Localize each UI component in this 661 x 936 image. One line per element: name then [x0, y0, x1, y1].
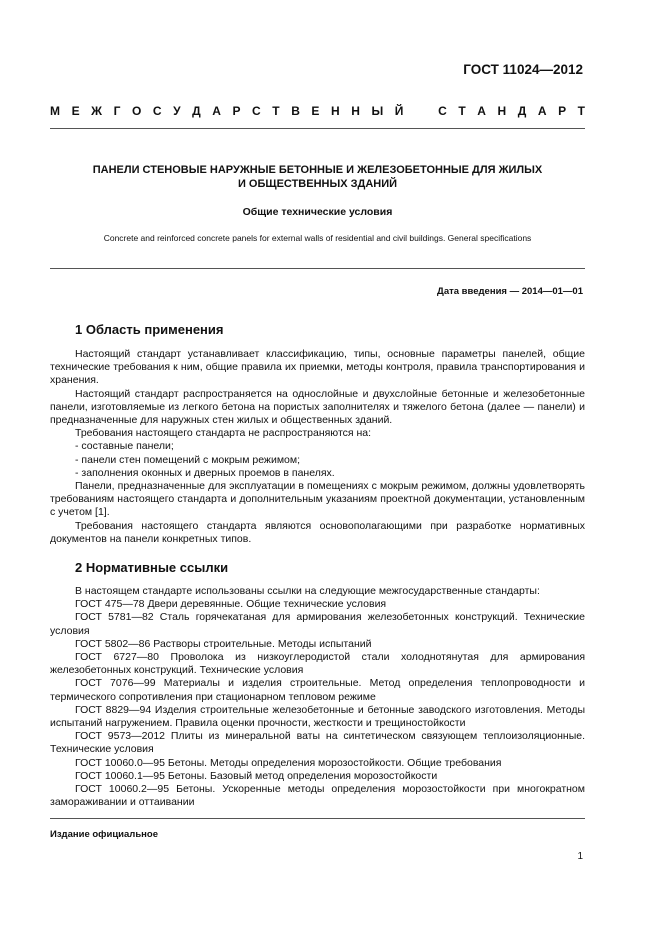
standard-code: ГОСТ 11024—2012 — [463, 62, 583, 77]
document-subtitle: Общие технические условия — [242, 206, 393, 218]
banner-letter: О — [131, 104, 142, 118]
banner-letter: Н — [497, 104, 507, 118]
reference-item: ГОСТ 8829—94 Изделия строительные железобетонные и бетонные заводского изготовления. Методы испытаний нагружением. Правила оценки прочности, жесткости и трещиностойкости — [50, 703, 585, 730]
banner-letter: Т — [458, 104, 466, 118]
section-2-heading: 2 Нормативные ссылки — [75, 560, 229, 575]
paragraph: Настоящий стандарт распространяется на однослойные и двухслойные бетонные и железобетонные панели, изготовляемые из легкого бетона на пористых заполнителях и тяжелого бетона (далее — панели) и предназначенные для наружных стен жилых и общественных зданий. — [50, 387, 585, 427]
banner-letter: В — [291, 104, 300, 118]
document-title — [50, 163, 585, 191]
paragraph: Панели, предназначенные для эксплуатации в помещениях с мокрым режимом, должны удовлетворять требованиям настоящего стандарта и дополнительным указаниям проектной документации, установленным с учетом [1]. — [50, 480, 585, 519]
paragraph: Настоящий стандарт устанавливает классификацию, типы, основные параметры панелей, общие технические требования к ним, общие правила их приемки, методы контроля, правила транспортирования и хранения. — [50, 348, 585, 387]
title-line-1: ПАНЕЛИ СТЕНОВЫЕ НАРУЖНЫЕ БЕТОННЫЕ И ЖЕЛЕЗОБЕТОННЫЕ ДЛЯ ЖИЛЫХ — [92, 164, 543, 176]
title-rule — [50, 268, 585, 269]
banner-letter: А — [477, 104, 486, 118]
reference-item: ГОСТ 9573—2012 Плиты из минеральной ваты на синтетическом связующем теплоизоляционные. Технические условия — [50, 730, 585, 756]
list-item: - составные панели; — [75, 440, 174, 453]
reference-item: ГОСТ 7076—99 Материалы и изделия строительные. Метод определения теплопроводности и термического сопротивления при стационарном тепловом режиме — [50, 677, 585, 703]
paragraph: Требования настоящего стандарта не распространяются на: — [75, 427, 372, 440]
interstate-standard-banner — [50, 104, 585, 118]
section-1-heading: 1 Область применения — [75, 322, 224, 337]
list-item: - заполнения оконных и дверных проемов в панелях. — [75, 466, 335, 479]
reference-item: ГОСТ 10060.1—95 Бетоны. Базовый метод определения морозостойкости — [75, 769, 438, 782]
reference-item: ГОСТ 10060.2—95 Бетоны. Ускоренные методы определения морозостойкости при многократном замораживании и оттаивании — [50, 783, 585, 809]
banner-letter: Ж — [91, 104, 102, 118]
paragraph: В настоящем стандарте использованы ссылки на следующие межгосударственные стандарты: — [75, 585, 540, 597]
reference-item: ГОСТ 6727—80 Проволока из низкоуглеродистой стали холоднотянутая для армирования железобетонных конструкций. Технические условия — [50, 651, 585, 677]
banner-letter: Т — [272, 104, 280, 118]
banner-letter: Й — [394, 104, 404, 118]
banner-letter: С — [152, 104, 162, 118]
official-edition-note: Издание официальное — [50, 829, 158, 840]
banner-letter: Н — [331, 104, 340, 118]
footer-rule — [50, 818, 585, 819]
reference-item: ГОСТ 5802—86 Растворы строительные. Методы испытаний — [75, 637, 372, 650]
banner-letter: А — [537, 104, 547, 118]
title-line-2: И ОБЩЕСТВЕННЫХ ЗДАНИЙ — [237, 178, 398, 190]
banner-letter: Е — [311, 104, 320, 118]
section-2-body — [50, 585, 585, 809]
section-1-body — [50, 348, 585, 546]
banner-letter: Н — [351, 104, 360, 118]
banner-letter: Ы — [371, 104, 384, 118]
banner-letter: Д — [517, 104, 527, 118]
header-rule — [50, 128, 585, 129]
banner-letter: Д — [192, 104, 201, 118]
paragraph: Требования настоящего стандарта являются основополагающими при разработке нормативных документов на панели конкретных типов. — [50, 519, 585, 545]
banner-letter: А — [212, 104, 221, 118]
reference-item: ГОСТ 475—78 Двери деревянные. Общие технические условия — [75, 598, 387, 611]
reference-item: ГОСТ 10060.0—95 Бетоны. Методы определения морозостойкости. Общие требования — [75, 756, 502, 769]
banner-letter: Р — [232, 104, 241, 118]
english-title: Concrete and reinforced concrete panels for external walls of residential and civil buildings. General specifications — [103, 233, 532, 243]
reference-item: ГОСТ 5781—82 Сталь горячекатаная для армирования железобетонных конструкций. Технические условия — [50, 611, 585, 637]
introduction-date: Дата введения — 2014—01—01 — [437, 286, 583, 297]
banner-letter: Е — [71, 104, 80, 118]
banner-letter: М — [50, 104, 60, 118]
page-number: 1 — [577, 851, 583, 862]
banner-letter: У — [173, 104, 181, 118]
banner-letter: Т — [577, 104, 585, 118]
list-item: - панели стен помещений с мокрым режимом; — [75, 453, 301, 466]
banner-letter: С — [438, 104, 447, 118]
banner-letter: С — [252, 104, 261, 118]
banner-letter: Г — [113, 104, 121, 118]
banner-letter: Р — [558, 104, 567, 118]
